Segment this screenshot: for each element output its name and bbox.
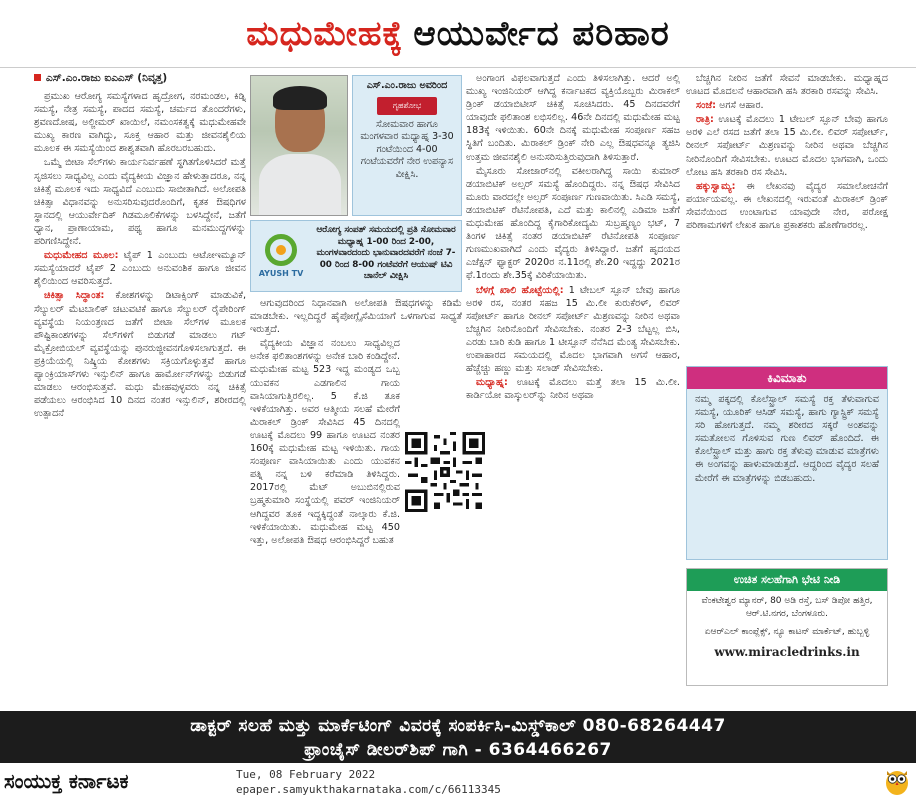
- ayush-tv-logo: [251, 221, 311, 291]
- paragraph: [686, 180, 888, 232]
- paragraph: ವೈದ್ಯಕೀಯ ವಿಜ್ಞಾನ ನಂಬಲು ಸಾಧ್ಯವಿಲ್ಲದ ಅನೇಕ ಫಲಿತಾಂಶಗಳನ್ನು ಅನೇಕ ಬಾರಿ ಕಂಡಿದ್ದೇನೆ. ಮಧುಮೇಹ ಮಟ್ಟ 523 ಇದ್ದ ಮಂಡ್ಯದ ಒಬ್ಬ ಯುವಕನ ಎಡಗಾಲಿನ ಗಾಯ ವಾಸಿಯಾಗುತ್ತಿರಲಿಲ್ಲ. 5 ಕೆ.ಜಿ ತೂಕ ಇಳಿಕೆಯಾಗಿತ್ತು. ಅವರ ಆತ್ಮೀಯ ಸಲಹೆ ಮೇರೆಗೆ ಮಿರಾಕಲ್ ಡ್ರಿಂಕ್ ಸೇವಿಸಿದ 45 ದಿನದಲ್ಲಿ ಊಟಕ್ಕೆ ಮೊದಲು 99 ಹಾಗೂ ಊಟದ ನಂತರ 160ಕ್ಕೆ ಮಧುಮೇಹ ಮಟ್ಟ ಇಳಿಯಿತು. ಗಾಯ ಸಂಪೂರ್ಣ ವಾಸಿಯಾಯಿತು ಎಂದು ಯುವಕನ ಪತ್ನಿ ನನ್ನ ಬಳಿ ಕರೆಮಾಡಿ ತಿಳಿಸಿದ್ದರು. 2017ರಲ್ಲಿ ಮೆಟ್ ಅಬುಬಿನಲ್ಲಿರುವ ಬ್ರಹ್ಮಕುಮಾರಿ ಸಂಸ್ಥೆಯಲ್ಲಿ ಪವರ್ ಇಂಜಿನಿಯರ್ ಆಗಿದ್ದವರ ತೂಕ ಇದ್ದಕ್ಕಿದ್ದಂತೆ ನಾಲ್ಕಾರು ಕೆ.ಜಿ. ಇಳಿಕೆಯಾಯಿತು. ಮಧುಮೇಹ ಮಟ್ಟ 450 ಇತ್ತು, ಅಲೋಪತಿ ಔಷಧ ಆರಂಭಿಸಿದ್ದರೆ ಬಹುತ: [250, 338, 400, 546]
- subhead: ಹಕ್ಕುಸ್ವಾಮ್ಯ:: [696, 180, 736, 192]
- paragraph: [686, 113, 888, 178]
- bullet-square-icon: [34, 74, 41, 81]
- visit-box: [686, 568, 888, 686]
- paragraph: ಅಂಗಾಂಗ ವಿಫಲವಾಗುತ್ತದೆ ಎಂದು ತಿಳಿಸಲಾಗಿತ್ತು. ಆದರೆ ಅಲ್ಲಿ ಮುಖ್ಯ ಇಂಜಿನಿಯರ್ ಆಗಿದ್ದ ಕರ್ನಾಟಕದ ವ್ಯಕ್ತಿಯೊಬ್ಬರು ಮಿರಾಕಲ್ ಡ್ರಿಂಕ್ ಡಯಾಬಿಟೀಸ್ ಚಿಕಿತ್ಸೆ ಸೂಚಿಸಿದರು. 45 ದಿನದವರೆಗೆ ಯಾವುದೇ ಫಲಿತಾಂಶ ಲಭಿಸಲಿಲ್ಲ. 46ನೇ ದಿನದಲ್ಲಿ ಮಧುಮೇಹ ಮಟ್ಟ 183ಕ್ಕೆ ಇಳಿಯಿತು. 60ನೇ ದಿನಕ್ಕೆ ಮಧುಮೇಹ ಸಂಪೂರ್ಣ ಸಹಜ ಸ್ಥಿತಿಗೆ ಬಂದಿತು. ಮಿರಾಕಲ್ ಡ್ರಿಂಕ್ ನೇರಿ ಎಲ್ಲ ಔಷಧವನ್ನೂ ತ್ಯಜಿಸಿ ಉತ್ತಮ ಜೀವನಶೈಲಿ ಅನುಸರಿಸುತ್ತಿರುವುದಾಗಿ ತಿಳಿಸುತ್ತಾರೆ.: [466, 73, 680, 163]
- paragraph-text: ಊಟಕ್ಕೆ ಮೊದಲು 1 ಟೇಬಲ್ ಸ್ಪೂನ್ ಬೇವು ಹಾಗೂ ಅರಳಿ ಎಲೆ ರಸದ ಜತೆಗೆ ತಲಾ 15 ಮಿ.ಲೀ. ಲಿವರ್ ಸಪೋರ್ಟ್, ರೀನಲ್ ಸಪೋರ್ಟ್ ಮಿಶ್ರಣವನ್ನು ನೀರಿನ ಅಥವಾ ಬೆಚ್ಚಗಿನ ನೀರಿನೊಂದಿಗೆ ಸೇವಿಸಬೇಕು. ಊಟದ ಮೊದಲ ಭಾಗವಾಗಿ, ಒಂದು ಲೋಟ ಹಸಿ ತರಕಾರಿ ರಸ ಸೇವಿಸಿ.: [686, 114, 888, 178]
- website-link[interactable]: www.miracledrinks.in: [714, 644, 860, 659]
- paragraph-text: ಕೋಶಗಳನ್ನು ಡಿಟಾಕ್ಸಿಂಗ್ ಮಾಡುವಿಕೆ, ಸೆಲ್ಯುಲರ್ ಮೆಟಬಾಲಿಕ್ ಚಟುವಟಿಕೆ ಹಾಗೂ ಸೆಲ್ಯುಲರ್ ರೈಪೇರಿಂಗ್ ವ್ಯವಸ್ಥೆಯ ನಿಯಂತ್ರಣದ ಜತೆಗೆ ಬೀಟಾ ಸೆಲ್‌ಗಳ ಮೂಲಕ ಪೌಷ್ಟಿಕಾಂಶಗಳನ್ನು ಸೆಲ್‌ಗಳಿಗೆ ಬಿಡುಗಡೆ ಮಾಡಲು ಗಟ್ ಮೈಕ್ರೋಬಿಯಲ್ ವ್ಯವಸ್ಥೆಯನ್ನು ಪುನರುಜ್ಜೀವನಗೊಳಿಸಲಾಗುತ್ತದೆ. ಈ ಪ್ರಕ್ರಿಯೆಯಲ್ಲಿ ನಿಷ್ಕ್ರಿಯ ಕೋಶಗಳು ಸಕ್ರಿಯಗೊಳ್ಳುತ್ತವೆ ಹಾಗೂ ಪ್ಯಾಂಕ್ರಿಯಾಸ್‌ಗಳು ಇನ್ಸುಲಿನ್ ಹಾಗೂ ಹಾರ್ಮೋನ್‌ಗಳನ್ನು ಬಿಡುಗಡೆ ಮಾಡಲು ಆರಂಭಿಸುತ್ತವೆ. ಮಧು ಮೇಹವುಳ್ಳವರು ನನ್ನ ಚಿಕಿತ್ಸೆ ಪಡೆಯಲು ಆರಂಭಿಸಿದ 10 ದಿನದ ನಂತರ ಇನ್ಸುಲಿನ್, ಶರೀರದಲ್ಲಿ ಉತ್ಪಾದನೆ: [34, 290, 246, 420]
- ayush-tv-box: [250, 220, 462, 292]
- paragraph: ಆಗುವುದರಿಂದ ನಿಧಾನವಾಗಿ ಅಲೋಪತಿ ಔಷಧಗಳನ್ನು ಕಡಿಮೆ ಮಾಡಬೇಕು. ಇಲ್ಲದಿದ್ದರೆ ಹೈಪೋಗ್ಲೈಸೆಮಿಯಾಗೆ ಒಳಗಾಗುವ ಸಾಧ್ಯತೆ ಇರುತ್ತದೆ.: [250, 298, 462, 336]
- paragraph: [466, 376, 680, 402]
- ayush-logo-icon: [265, 234, 297, 266]
- subhead: ಮಧುಮೇಹದ ಮೂಲ:: [44, 250, 119, 262]
- schedule-text: ಸೋಮವಾರ ಹಾಗೂ ಮಂಗಳವಾರ ಮಧ್ಯಾಹ್ನ 3-30 ಗಂಟೆಯಿಂದ 4-00 ಗಂಟೆಯವರೆಗೆ ನೇರ ಉಪನ್ಯಾಸ ವೀಕ್ಷಿಸಿ.: [360, 118, 454, 180]
- paragraph: [466, 284, 680, 376]
- paragraph-text: ಟೈಪ್ 1 ಎಂಬುದು ಆಟೋಇಮ್ಯೂನ್ ಸಮಸ್ಯೆಯಾದರೆ ಟೈಪ್ 2 ಎಂಬುದು ಅನುವಂಶಿಕ ಹಾಗೂ ಜೀವನ ಶೈಲಿಯಿಂದ ಆವರಿಸುತ್ತದೆ.: [34, 250, 246, 288]
- headline-black: ಆಯುರ್ವೇದ ಪರಿಹಾರ: [413, 13, 670, 54]
- article-column-3: [466, 72, 680, 708]
- presenter-name: ಎಸ್.ಎಂ.ರಾಜು ಅವರಿಂದ: [366, 80, 448, 91]
- paragraph: ಒಮ್ಮೆ ಬೀಟಾ ಸೆಲ್‌ಗಳು ಕಾರ್ಯನಿರ್ವಹಣೆ ಸ್ಥಗಿತಗೊಳಿಸಿದರೆ ಮತ್ತೆ ಸೃಜಿಸಲು ಸಾಧ್ಯವಿಲ್ಲ ಎಂದು ವೈದ್ಯಕೀಯ ವಿಜ್ಞಾನ ಹೇಳುತ್ತಾದರೂ, ನನ್ನ ಚಿಕಿತ್ಸೆ ಮೂಲಕ ಇದು ಸಾಧ್ಯವಿದೆ ಎಂಬುದು ಸಾಬೀತಾಗಿದೆ. ಅಲೋಪತಿ ಚಿಕಿತ್ಸಾ ವಿಧಾನವನ್ನು ಅನುಸರಿಸುವುದರೊಂದಿಗೆ, ಕೃತಕ ಔಷಧಿಗಳ ಸ್ಥಾನದಲ್ಲಿ ಆಯುರ್ವೇದಿಕ್ ಗಿಡಮೂಲಿಕೆಗಳನ್ನು ಬಳಸಿದ್ದೇನೆ, ಜತೆಗೆ ಧ್ಯಾನ, ಪ್ರಾಣಾಯಾಮ, ಪಥ್ಯ ಹಾಗೂ ಮನಮುದ್ದಗಳನ್ನು ಪರಿಗಣಿಸಿದ್ದೇನೆ.: [34, 157, 246, 248]
- epaper-url[interactable]: epaper.samyukthakarnataka.com/c/66113345: [236, 783, 501, 796]
- article-column-1: [34, 90, 246, 708]
- tip-box-text: ನಮ್ಮ ಪಕ್ಕದಲ್ಲಿ ಕೊಲೆಸ್ಟ್ರಾಲ್ ಸಮಸ್ಯೆ ರಕ್ತ ತೆಳುವಾಗುವ ಸಮಸ್ಯೆ, ಯೂರಿಕ್ ಆಸಿಡ್ ಸಮಸ್ಯೆ, ಹಾಗು ಗ್ಯಾಸ್ಟ್ರಿಕ್ ಸಮಸ್ಯೆ ಸರಿ ಹೋಗುತ್ತದೆ. ನಮ್ಮ ಶರೀರದ ಸಕ್ಕರೆ ಅಂಶವನ್ನು ಸಮತೋಲನ ಗೊಳಿಸುವ ಗುಣ ಲಿವರ್ ಹೊಂದಿದೆ. ಈ ಕೊಲೆಸ್ಟ್ರಾಲ್ ಮತ್ತು ಹಾಗು ರಕ್ತ ತೆಳುವು ಮಾಡುವ ಮಾತ್ರೆಗಳು ಈ ಅಂಗವನ್ನು ಹಾಳುಮಾಡುತ್ತದೆ. ಆದ್ದರಿಂದ ವೈದ್ಯರ ಸಲಹೆ ಮೇರೆಗೆ ಈ ಮಾತ್ರೆಗಳನ್ನು ಬಿಡಬಹುದು.: [695, 394, 879, 484]
- subhead: ರಾತ್ರಿ:: [696, 114, 714, 126]
- edition-date: Tue, 08 February 2022: [236, 768, 376, 781]
- paragraph: [686, 99, 888, 112]
- paragraph: [34, 249, 246, 288]
- owl-mascot-icon: [884, 766, 910, 796]
- subhead: ಬೆಳಗ್ಗೆ ಖಾಲಿ ಹೊಟ್ಟೆಯಲ್ಲಿ:: [476, 284, 564, 296]
- contact-footer: [0, 711, 916, 763]
- article-column-4: [686, 72, 888, 362]
- address-hubballi: ಏಆರ್‌ಎಲ್ ಕಾಂಪ್ಲೆಕ್ಸ್, ನ್ಯೂ ಕಾಟನ್ ಮಾರ್ಕೆಟ್, ಹುಬ್ಬಳ್ಳಿ: [704, 627, 870, 637]
- subhead: ಚಿಕಿತ್ಸಾ ಸಿದ್ಧಾಂತ:: [44, 290, 105, 302]
- ayush-schedule-text: ಆರೋಗ್ಯ ಸಂಪತ್ ಸಮಯದಲ್ಲಿ ಪ್ರತಿ ಸೋಮವಾರ ಮಧ್ಯಾಹ್ನ 1-00 ರಿಂದ 2-00, ಮಂಗಳವಾರದಂದು ಭಾನುವಾರದವರೆಗೆ ನಂಜೆ 7-00 ರಿಂದ 8-00 ಗಂಟೆವರೆಗೆ ಆಯುಷ್ ಟಿವಿ ಚಾನೆಲ್ ವೀಕ್ಷಿಸಿ: [316, 225, 456, 282]
- tv-schedule-box: [352, 75, 462, 216]
- epaper-masthead: [0, 763, 916, 800]
- newspaper-logo[interactable]: ಸಂಯುಕ್ತ ಕರ್ನಾಟಕ: [4, 769, 129, 793]
- visit-box-title: ಉಚಿತ ಸಲಹೆಗಾಗಿ ಭೇಟಿ ನೀಡಿ: [687, 569, 887, 591]
- paragraph-text: 1 ಟೇಬಲ್ ಸ್ಪೂನ್ ಬೇವು ಹಾಗೂ ಅರಳಿ ರಸ, ನಂತರ ಸಹಜ 15 ಮಿ.ಲೀ ಕುರುಕೆರಳ್, ಲಿವರ್ ಸಪೋರ್ಟ್ ಹಾಗೂ ರೀನಲ್ ಸಪೋರ್ಟ್ ಮಿಶ್ರಣವನ್ನು ನೀರಿನ ಅಥವಾ ಬೆಚ್ಚಗಿನ ನೀರಿನೊಂದಿಗೆ ಸೇವಿಸಬೇಕು. ನಂತರ 2-3 ಬೆಟ್ಟಲ್ಲ ಬಿಸಿ, ಎರಡು ಬಾರಿ ಕುಡಿ ಹಾಗೂ 1 ಟೀಸ್ಪೂನ್ ನೆನೆಸಿದ ಮೆಂತ್ಯ ಸೇವಿಸಬೇಕು. ಉಪಾಹಾರದ ಸಮಯದಲ್ಲಿ ಮೊದಲ ಭಾಗವಾಗಿ ಅಗಸೆ ಆಹಾರ, ಹೆಚ್ಚೆಚ್ಚು ಹಣ್ಣು ಮತ್ತು ಸಲಾಡ್ ಸೇವಿಸಬೇಕು.: [466, 284, 680, 375]
- channel-logo: ಗೃಹಶೋಭ: [377, 97, 437, 115]
- subhead: ಮಧ್ಯಾಹ್ನ:: [476, 377, 508, 389]
- ayush-logo-label: AYUSH TV: [258, 269, 304, 278]
- headline: [0, 0, 916, 68]
- paragraph: [34, 289, 246, 420]
- paragraph-text: ಊಟಕ್ಕೆ ಮೊದಲು ಮತ್ತೆ ತಲಾ 15 ಮಿ.ಲೀ. ಕಾರ್ಡಿಯೋ ವಾಸ್ಕುಲರ್‌ನ್ನು ನೀರಿನ ಅಥವಾ: [466, 377, 680, 402]
- address-bengaluru: ವೆಂಕಟೇಶ್ವರ ಮ್ಯಾನರ್, 80 ಅಡಿ ರಸ್ತೆ, ಬಸ್ ಡಿಪೋ ಹತ್ತಿರ, ಆರ್.ಟಿ.ನಗರ, ಬೆಂಗಳೂರು.: [701, 596, 873, 619]
- headline-red: ಮಧುಮೇಹಕ್ಕೆ: [246, 13, 404, 54]
- paragraph-text: ಅಗಸೆ ಆಹಾರ.: [719, 100, 764, 112]
- tip-box: [686, 366, 888, 560]
- paragraph: ಮೈಸೂರು ಸೋಜಾರ್‌ನಲ್ಲಿ ವಕೀಲರಾಗಿದ್ದ ಸಾಯಿ ಕುಮಾರ್ ಡಯಾಬಿಟಿಕ್ ಅಲ್ಸರ್ ಸಮಸ್ಯೆ ಹೊಂದಿದ್ದರು. ನನ್ನ ಔಷಧ ಸೇವಿಸಿದ ಮೂರು ವಾರದಲ್ಲೇ ಅಲ್ಸರ್ ಸಂಪೂರ್ಣ ಗುಣವಾಯಿತು. ಸಿಎಡಿ ಸಮಸ್ಯೆ, ಡಯಾಬಿಟಿಕ್ ರೆಟಿನೋಪತಿ, ಎದೆ ಮತ್ತು ಕಾಲಿನಲ್ಲಿ ಎಡಿಮಾ ಜತೆಗೆ ಮಧುಮೇಹ ಹೊಂದಿದ್ದ ಕೈಗಾರಿಕೋದ್ಯಮಿ ಸುಬ್ರಹ್ಮಣ್ಯಂ ಭಟ್, 7 ತಿಂಗಳ ಚಿಕಿತ್ಸೆ ನಂತರ ಡಯಾಬಿಟಿಕ್ ರೆಟಿನೋಪತಿ ಸಂಪೂರ್ಣ ಗುಣಮುಖವಾಗಿದೆ ಎಂದು ವೈದ್ಯರು ತಿಳಿಸಿದ್ದಾರೆ. ಜತೆಗೆ ಹೃದಯದ ಎಜೆಕ್ಷನ್ ಫ್ಯಾಕ್ಟರ್ 2020ರ ನ.11ರಲ್ಲಿ ಶೇ.20 ಇದ್ದದ್ದು 2021ರ ಫೆ.1ರಂದು ಶೇ.35ಕ್ಕೆ ವಿರಿಕೆಯಾಯಿತು.: [466, 165, 680, 282]
- paragraph-text: ಈ ಲೇಖನವು ವೈದ್ಯರ ಸಮಾಲೋಚನೆಗೆ ಪರ್ಯಾಯವಲ್ಲ. ಈ ಲೇಖನದಲ್ಲಿ ಇರುವಂತೆ ಮಿರಾಕಲ್ ಡ್ರಿಂಕ್ ಸೇವನೆಯಿಂದ ಉಂಟಾಗುವ ಯಾವುದೇ ನೇರ, ಪರೋಕ್ಷ ಪರಿಣಾಮಗಳಿಗೆ ಲೇಖಕ ಹಾಗೂ ಪ್ರಕಾಶಕರು ಹೊಣೆಗಾರರಲ್ಲ.: [686, 180, 888, 232]
- byline-text: ಎಸ್.ಎಂ.ರಾಜು ಐಎಎಸ್ (ನಿವೃತ್ತ): [46, 72, 168, 84]
- paragraph: ಪ್ರಮುಖ ಆರೋಗ್ಯ ಸಮಸ್ಯೆಗಳಾದ ಹೃದ್ರೋಗ, ನರಮಂಡಲ, ಕಿಡ್ನಿ ಸಮಸ್ಯೆ, ನೇತ್ರ ಸಮಸ್ಯೆ, ಪಾದದ ಸಮಸ್ಯೆ, ಚರ್ಮದ ತೊಂದರೆಗಳು, ಶ್ರವಣದೋಷ, ಅಲ್ಜೀಮರ್ ಖಾಯಿಲೆ, ನಮಂಸಕತ್ವಕ್ಕೆ ಮಧುಮೇಹವೇ ಮುಖ್ಯ ಕಾರಣ ವಾಗಿದ್ದು, ಸೂಕ್ತ ಆಹಾರ ಮತ್ತು ಜೀವನಶೈಲಿಯ ಮೂಲಕ ಈ ಸಮಸ್ಯೆಯಿಂದ ಶಾಶ್ವತವಾಗಿ ಹೊರಬರಬಹುದು.: [34, 91, 246, 155]
- subhead: ಸಂಜೆ:: [696, 100, 717, 112]
- contact-line-1: ಡಾಕ್ಟರ್ ಸಲಹೆ ಮತ್ತು ಮಾರ್ಕೆಟಿಂಗ್ ವಿವರಕ್ಕೆ ಸಂಪರ್ಕಿಸಿ-ಮಿಸ್ಡ್‌ಕಾಲ್ 080-68264447: [190, 716, 726, 736]
- contact-line-2: ಫ್ರಾಂಚೈಸ್ ಡೀಲರ್‌ಶಿಪ್ ಗಾಗಿ - 6364466267: [304, 740, 612, 760]
- byline: [34, 72, 167, 85]
- edition-meta: [236, 767, 501, 797]
- author-photo: [250, 75, 348, 216]
- tip-box-title: ಕಿವಿಮಾತು: [687, 367, 887, 389]
- paragraph: ಬೆಚ್ಚಗಿನ ನೀರಿನ ಜತೆಗೆ ಸೇವನೆ ಮಾಡಬೇಕು. ಮಧ್ಯಾಹ್ನದ ಊಟದ ಮೊದಲನೆ ಆಹಾರವಾಗಿ ಹಸಿ ತರಕಾರಿ ರಸವನ್ನು ಸೇವಿಸಿ.: [686, 73, 888, 98]
